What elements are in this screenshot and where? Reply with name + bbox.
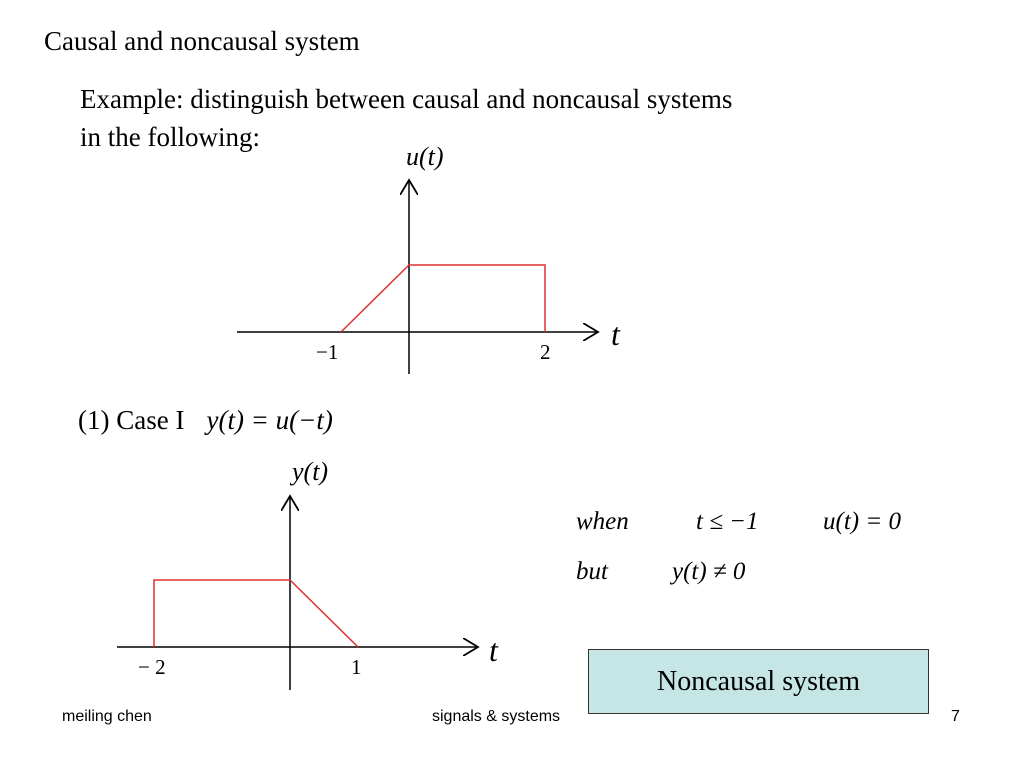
footer-course: signals & systems [432,708,561,725]
footer-page-number: 7 [951,708,960,725]
u-signal-curve [341,265,545,332]
u-tick-2: 2 [540,340,551,364]
callout-text: Noncausal system [657,665,860,697]
footer-author: meiling chen [62,708,152,725]
u-axis-label: u(t) [406,142,444,171]
case-equation: y(t) = u(−t) [206,405,333,435]
y-time-label: t [489,632,498,668]
intro-line-2: in the following: [80,122,260,152]
when-result: u(t) = 0 [823,508,901,535]
case-statement [78,405,333,436]
when-word: when [576,508,629,535]
y-signal-curve [154,580,358,647]
case-label: (1) Case I [78,405,185,435]
but-result: y(t) ≠ 0 [672,558,746,585]
u-tick-neg1: −1 [316,340,339,364]
y-tick-neg2: − 2 [138,655,166,679]
slide-title: Causal and noncausal system [44,26,360,56]
when-condition: t ≤ −1 [696,508,759,535]
noncausal-callout [588,649,929,714]
intro-line-1: Example: distinguish between causal and noncausal systems [80,84,733,114]
y-tick-1: 1 [351,655,362,679]
y-axis-label: y(t) [292,457,329,486]
but-word: but [576,558,608,585]
u-time-label: t [611,316,620,352]
